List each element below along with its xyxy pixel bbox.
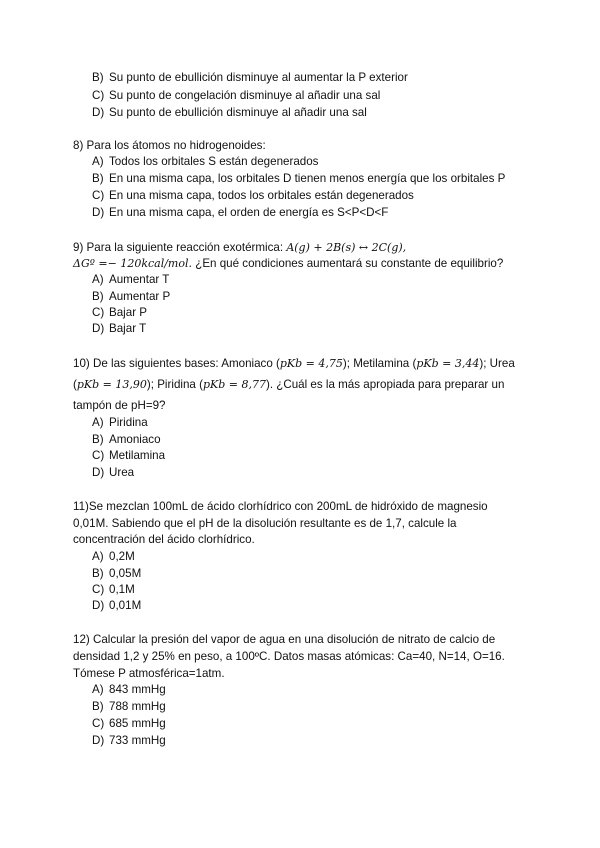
q8-option-d: D) En una misma capa, el orden de energía es S<P<D<F <box>92 206 389 219</box>
q10-pkb-pyridine: pKb = 8,77 <box>202 378 266 391</box>
q8-option-c: C) En una misma capa, todos los orbitales están degenerados <box>92 189 414 202</box>
q10-option-d: D) Urea <box>92 466 135 479</box>
q11-option-c: C) 0,1M <box>92 583 135 596</box>
q11-stem-line-1: 11)Se mezclan 100mL de ácido clorhídrico con 200mL de hidróxido de magnesio <box>73 500 488 513</box>
q10-option-b: B) Amoniaco <box>92 433 161 446</box>
q10-pkb-ammonia: pKb = 4,75 <box>279 357 343 370</box>
q12-stem-line-3: Tómese P atmosférica=1atm. <box>73 667 225 680</box>
q8-stem: 8) Para los átomos no hidrogenoides: <box>73 139 266 152</box>
q10-option-a: A) Piridina <box>92 416 148 429</box>
q10-stem-line-2: (pKb = 13,90); Piridina (pKb = 8,77). ¿Cuál es la más apropiada para preparar un <box>73 378 505 391</box>
q10-pkb-urea: pKb = 13,90 <box>76 378 147 391</box>
q7-option-c: C) Su punto de congelación disminuye al añadir una sal <box>92 89 381 102</box>
q10-pkb-methylamine: pKb = 3,44 <box>416 357 480 370</box>
q12-stem-line-1: 12) Calcular la presión del vapor de agua en una disolución de nitrato de calcio de <box>73 633 496 646</box>
q9-reaction-equation: A(g) + 2B(s) ↔ 2C(g), <box>286 241 407 254</box>
q11-option-d: D) 0,01M <box>92 599 142 612</box>
q9-stem-line-1: 9) Para la siguiente reacción exotérmica: A(g) + 2B(s) ↔ 2C(g), <box>73 241 407 254</box>
q9-stem-line-2: ΔGº =− 120kcal/mol. ¿En qué condiciones aumentará su constante de equilibrio? <box>73 257 504 270</box>
q12-stem-line-2: densidad 1,2 y 25% en peso, a 100ºC. Datos masas atómicas: Ca=40, N=14, O=16. <box>73 650 505 663</box>
q9-option-b: B) Aumentar P <box>92 290 171 303</box>
q11-option-a: A) 0,2M <box>92 550 135 563</box>
q11-stem-line-2: 0,01M. Sabiendo que el pH de la disolución resultante es de 1,7, calcule la <box>73 517 457 530</box>
q11-option-b: B) 0,05M <box>92 567 142 580</box>
q10-stem-line-3: tampón de pH=9? <box>73 399 166 412</box>
q9-delta-g: ΔGº =− 120kcal/mol. <box>73 257 193 270</box>
q8-option-b: B) En una misma capa, los orbitales D tienen menos energía que los orbitales P <box>92 172 506 185</box>
q7-option-d: D) Su punto de ebullición disminuye al añadir una sal <box>92 106 367 119</box>
q12-option-d: D) 733 mmHg <box>92 734 166 747</box>
q12-option-c: C) 685 mmHg <box>92 717 166 730</box>
q10-stem-line-1: 10) De las siguientes bases: Amoniaco (pKb = 4,75); Metilamina (pKb = 3,44); Urea <box>73 357 515 370</box>
q12-option-b: B) 788 mmHg <box>92 700 166 713</box>
q9-option-c: C) Bajar P <box>92 306 148 319</box>
q10-option-c: C) Metilamina <box>92 449 166 462</box>
q9-option-a: A) Aumentar T <box>92 273 170 286</box>
q11-stem-line-3: concentración del ácido clorhídrico. <box>73 533 255 546</box>
q7-option-b: B) Su punto de ebullición disminuye al aumentar la P exterior <box>92 71 408 84</box>
q12-option-a: A) 843 mmHg <box>92 683 166 696</box>
q9-option-d: D) Bajar T <box>92 322 147 335</box>
q8-option-a: A) Todos los orbitales S están degenerados <box>92 155 319 168</box>
